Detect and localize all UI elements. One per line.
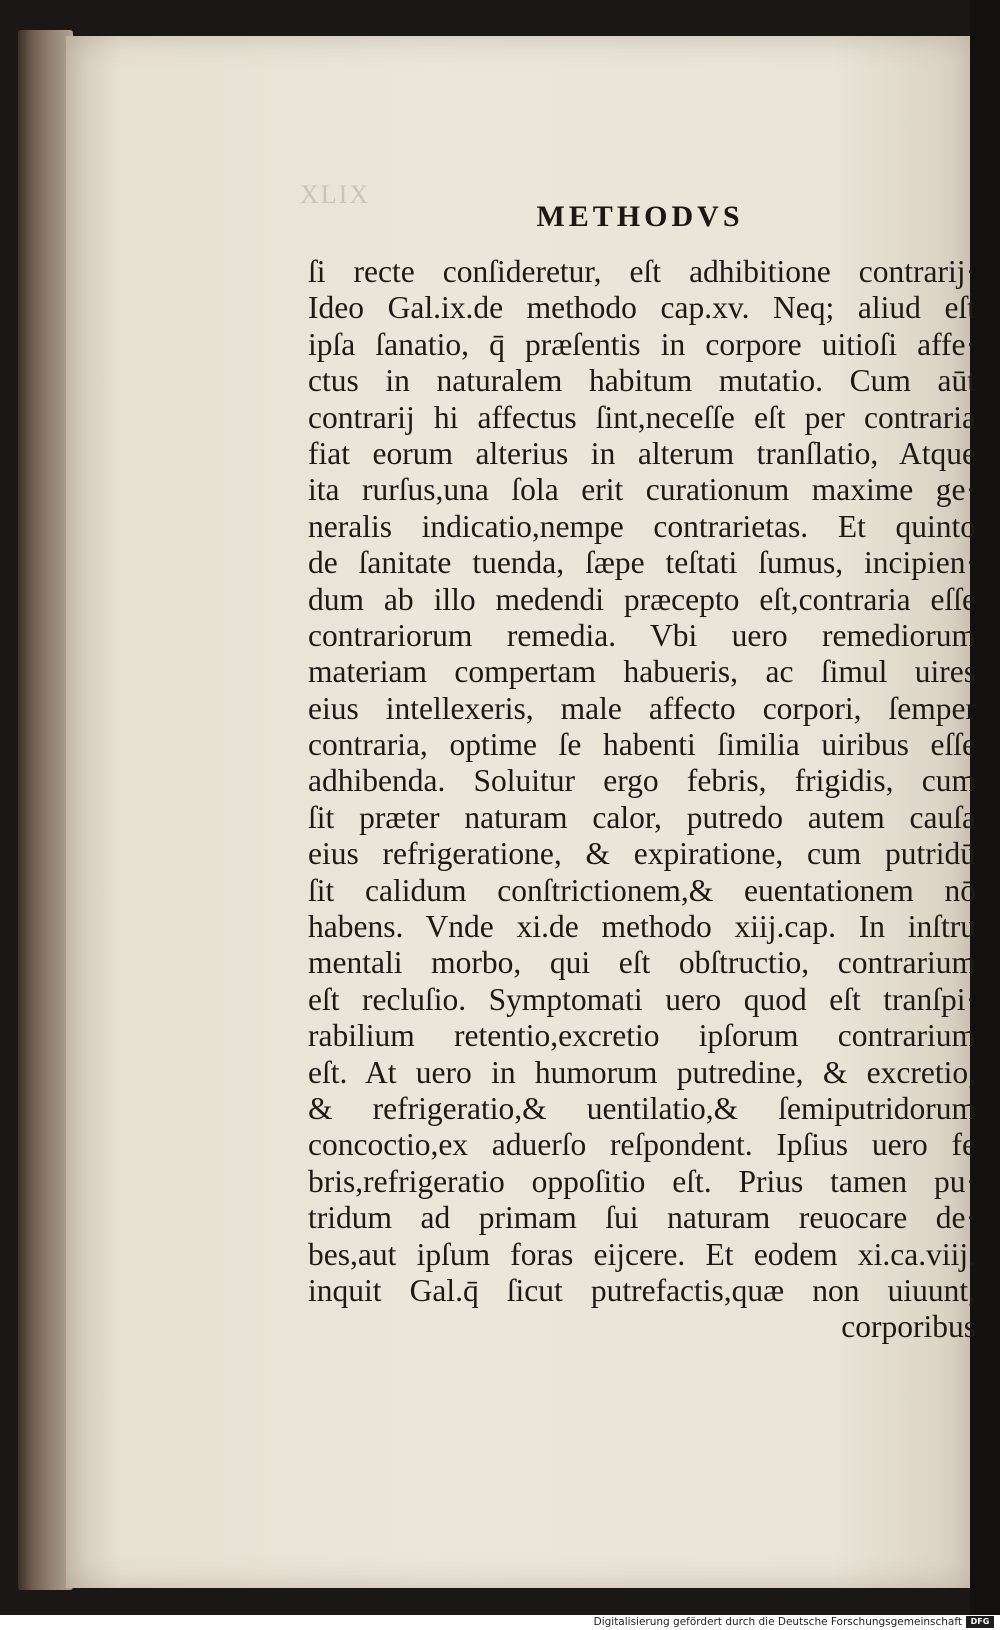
digitization-footer bbox=[0, 1615, 1000, 1630]
show-through-folio: XLIX bbox=[300, 180, 371, 209]
text-line: ſi recte conſideretur, eſt adhibitione contrarij· bbox=[308, 254, 976, 289]
text-line: tridum ad primam ſui naturam reuocare de· bbox=[308, 1200, 976, 1236]
text-line: eſt. At uero in humorum putredine, & excretio, bbox=[308, 1054, 976, 1090]
text-line: Ideo Gal.ix.de methodo cap.xv. Neq; aliud eſt bbox=[308, 290, 976, 326]
text-line: contrariorum remedia. Vbi uero remediorum bbox=[308, 617, 976, 653]
text-line: bes,aut ipſum foras eijcere. Et eodem xi.ca.viij. bbox=[308, 1236, 976, 1272]
dfg-logo-icon: DFG bbox=[966, 1616, 994, 1628]
text-line: ſit calidum conſtrictionem,& euentationem nō bbox=[308, 872, 976, 908]
catchword: corporibus bbox=[841, 1309, 976, 1345]
funding-credit: Digitalisierung gefördert durch die Deutsche Forschungsgemeinschaft bbox=[593, 1616, 962, 1628]
text-line: fiat eorum alterius in alterum tranſlatio, Atque bbox=[308, 435, 976, 471]
text-line: ſit præter naturam calor, putredo autem cauſa bbox=[308, 799, 976, 835]
text-line: habens. Vnde xi.de methodo xiij.cap. In inſtru bbox=[308, 909, 976, 945]
text-line: contrarij hi affectus ſint,neceſſe eſt per contraria bbox=[308, 399, 976, 435]
text-line: ipſa ſanatio, q̄ præſentis in corpore uitioſi affe· bbox=[308, 326, 976, 362]
text-line: mentali morbo, qui eſt obſtructio, contrarium bbox=[308, 945, 976, 981]
text-line: concoctio,ex aduerſo reſpondent. Ipſius uero fe bbox=[308, 1127, 976, 1163]
body-text bbox=[308, 254, 976, 1346]
text-line: contraria, optime ſe habenti ſimilia uiribus eſſe bbox=[308, 727, 976, 763]
text-line: materiam compertam habueris, ac ſimul uires bbox=[308, 654, 976, 690]
text-line: eius intellexeris, male affecto corpori, ſemper bbox=[308, 690, 976, 726]
text-line: dum ab illo medendi præcepto eſt,contraria eſſe bbox=[308, 581, 976, 617]
text-line: de ſanitate tuenda, ſæpe teſtati ſumus, incipien· bbox=[308, 545, 976, 581]
text-line: & refrigeratio,& uentilatio,& ſemiputridorum bbox=[308, 1090, 976, 1126]
text-line: ctus in naturalem habitum mutatio. Cum aūt bbox=[308, 363, 976, 399]
text-line: inquit Gal.q̄ ſicut putrefactis,quæ non uiuunt, bbox=[308, 1272, 976, 1308]
text-line: ita rurſus,una ſola erit curationum maxime ge· bbox=[308, 472, 976, 508]
book-spine-edge bbox=[18, 30, 73, 1590]
text-line: neralis indicatio,nempe contrarietas. Et quinto bbox=[308, 508, 976, 544]
text-line: bris,refrigeratio oppoſitio eſt. Prius tamen pu· bbox=[308, 1163, 976, 1199]
text-line: eſt recluſio. Symptomati uero quod eſt tranſpi· bbox=[308, 981, 976, 1017]
text-line: eius refrigeratione, & expiratione, cum putridū bbox=[308, 836, 976, 872]
running-head: METHODVS bbox=[536, 200, 744, 233]
text-line: rabilium retentio,excretio ipſorum contrarium bbox=[308, 1018, 976, 1054]
text-line: adhibenda. Soluitur ergo febris, frigidis, cum bbox=[308, 763, 976, 799]
